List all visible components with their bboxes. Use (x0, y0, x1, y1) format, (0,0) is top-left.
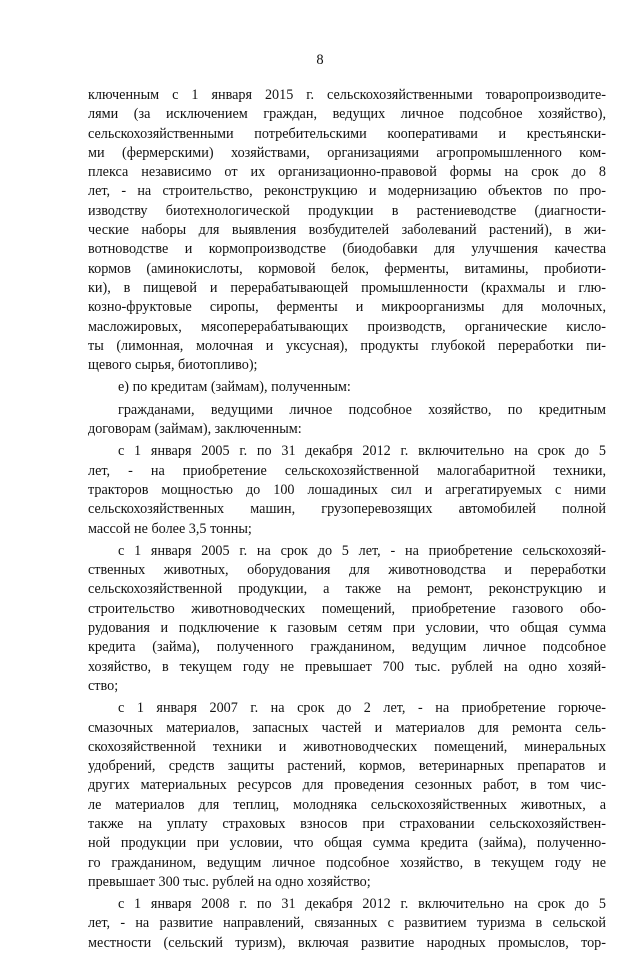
text-line: лет, - на развитие направлений, связанных с развитием туризма в сельской (88, 915, 606, 932)
text-line: сельскохозяйственных машин, грузоперевозящих автомобилей полной (88, 501, 606, 518)
text-line: ле материалов для теплиц, молодняка сельскохозяйственных животных, а (88, 796, 606, 813)
text-line: с 1 января 2005 г. по 31 декабря 2012 г. включительно на срок до 5 (118, 443, 606, 460)
text-line: е) по кредитам (займам), полученным: (118, 379, 351, 396)
text-line: ми (фермерскими) хозяйствами, организациями агропромышленного ком- (88, 144, 606, 161)
text-line: массой не более 3,5 тонны; (88, 520, 252, 537)
text-line: удобрений, средств защиты растений, кормов, ветеринарных препаратов и (88, 758, 606, 775)
text-line: кредита (займа), полученного гражданином, ведущим личное подсобное (88, 639, 606, 656)
text-line: смазочных материалов, запасных частей и материалов для ремонта сель- (88, 719, 606, 736)
text-line: договорам (займам), заключенным: (88, 421, 302, 438)
text-line: кормов (аминокислоты, кормовой белок, ферменты, витамины, пробиоти- (88, 260, 606, 277)
text-line: го гражданином, ведущим личное подсобное хозяйство, в текущем году не (88, 854, 606, 871)
text-line: с 1 января 2008 г. по 31 декабря 2012 г. включительно на срок до 5 (118, 896, 606, 913)
text-line: ключенным с 1 января 2015 г. сельскохозяйственными товаропроизводите- (88, 87, 606, 103)
text-line: козно-фруктовые сиропы, ферменты и микроорганизмы для молочных, (88, 299, 606, 316)
text-line: скохозяйственной техники и животноводческих помещений, минеральных (88, 738, 606, 755)
text-line: гражданами, ведущими личное подсобное хозяйство, по кредитным (118, 401, 606, 418)
text-line: с 1 января 2007 г. на срок до 2 лет, - на приобретение горюче- (118, 700, 606, 717)
text-line: ственных животных, оборудования для животноводства и переработки (88, 562, 606, 579)
text-line: ство; (88, 677, 119, 694)
text-line: хозяйство, в текущем году не превышает 700 тыс. рублей на одно хозяй- (88, 658, 606, 675)
text-line: ты (лимонная, молочная и уксусная), продукты глубокой переработки пи- (88, 337, 606, 354)
text-line: вотноводстве и кормопроизводстве (биодобавки для улучшения качества (88, 241, 606, 258)
text-line: тракторов мощностью до 100 лошадиных сил и агрегатируемых с ними (88, 481, 606, 498)
text-line: ной продукции при условии, что общая сумма кредита (займа), полученно- (88, 835, 606, 852)
text-line: сельскохозяйственной продукции, а также на ремонт, реконструкцию и (88, 581, 606, 598)
text-line: строительство животноводческих помещений, приобретение газового обо- (88, 600, 606, 617)
text-line: с 1 января 2005 г. на срок до 5 лет, - на приобретение сельскохозяй- (118, 542, 606, 559)
text-line: плекса независимо от их организационно-правовой формы на срок до 8 (88, 164, 606, 181)
text-line: изводству биотехнологической продукции в растениеводстве (диагности- (88, 202, 606, 219)
text-line: щевого сырья, биотопливо); (88, 357, 258, 374)
text-line: сельскохозяйственными потребительскими кооперативами и крестьянски- (88, 125, 606, 142)
text-line: масложировых, мясоперерабатывающих производств, органические кисло- (88, 318, 606, 335)
body-text (88, 86, 606, 953)
text-line: лет, - на строительство, реконструкцию и модернизацию объектов по про- (88, 183, 606, 200)
text-line: лями (за исключением граждан, ведущих личное подсобное хозяйство), (88, 106, 606, 123)
text-line: ческие наборы для выявления возбудителей заболеваний растений), в жи- (88, 222, 606, 239)
text-line: ки), в пищевой и перерабатывающей промышленности (крахмалы и глю- (88, 279, 606, 296)
text-line: других материальных ресурсов для проведения сезонных работ, в том чис- (88, 777, 606, 794)
text-line: превышает 300 тыс. рублей на одно хозяйство; (88, 873, 371, 890)
text-line: лет, - на приобретение сельскохозяйственной малогабаритной техники, (88, 462, 606, 479)
text-line: рудования и подключение к газовым сетям при условии, что общая сумма (88, 620, 606, 637)
page-number: 8 (316, 52, 324, 68)
text-line: местности (сельский туризм), включая развитие народных промыслов, тор- (88, 934, 606, 951)
text-line: также на уплату страховых взносов при страховании сельскохозяйствен- (88, 815, 606, 832)
